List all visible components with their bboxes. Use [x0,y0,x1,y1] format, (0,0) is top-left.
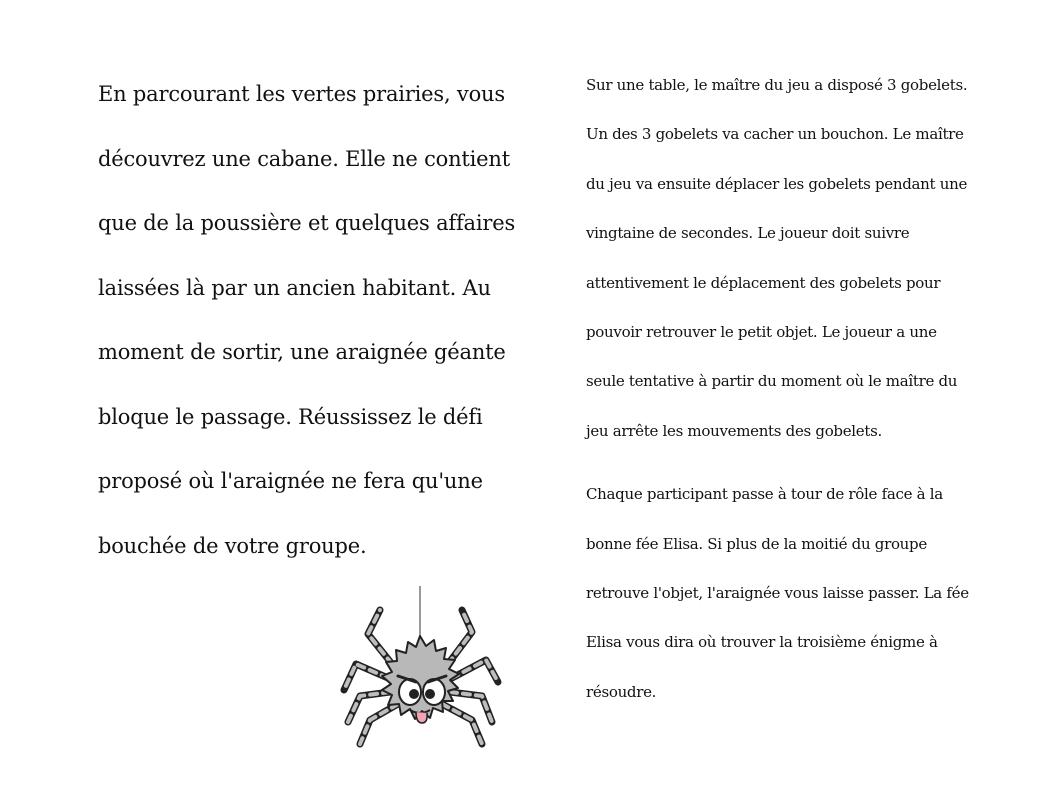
rules-line: Un des 3 gobelets va cacher un bouchon. Le maître [586,125,964,144]
spider-tongue [416,712,427,723]
story-line: que de la poussière et quelques affaires [98,211,516,235]
rules-line: attentivement le déplacement des gobelets pour [586,273,941,292]
story-line: En parcourant les vertes prairies, vous [98,82,505,106]
story-line: bouchée de votre groupe. [98,533,367,558]
story-line: proposé où l'araignée ne fera qu'une [98,469,483,493]
rules-line: du jeu va ensuite déplacer les gobelets pendant une [586,174,968,193]
rules-text [586,61,1026,717]
rules-line: résoudre. [586,682,657,701]
rules-line: retrouve l'objet, l'araignée vous laisse passer. La fée [586,584,969,603]
paragraph-gap [586,456,1026,470]
rules-line: Chaque participant passe à tour de rôle face à la [586,485,943,504]
rules-line: jeu arrête les mouvements des gobelets. [586,421,882,440]
rules-line: pouvoir retrouver le petit objet. Le joueur a une [586,323,937,342]
rules-line: vingtaine de secondes. Le joueur doit suivre [586,224,910,243]
story-line: moment de sortir, une araignée géante [98,340,506,364]
rules-line: Sur une table, le maître du jeu a disposé 3 gobelets. [586,76,968,94]
rules-paragraph-2 [586,470,1026,717]
rules-line: Elisa vous dira où trouver la troisième énigme à [586,633,938,652]
story-line: bloque le passage. Réussissez le défi [98,404,483,429]
rules-line: seule tentative à partir du moment où le maître du [586,372,958,391]
spider-icon [330,586,510,756]
rules-line: bonne fée Elisa. Si plus de la moitié du groupe [586,534,927,553]
story-text [98,62,523,578]
story-line: découvrez une cabane. Elle ne contient [98,146,510,171]
rules-paragraph-1 [586,61,1026,456]
story-line: laissées là par un ancien habitant. Au [98,275,491,300]
